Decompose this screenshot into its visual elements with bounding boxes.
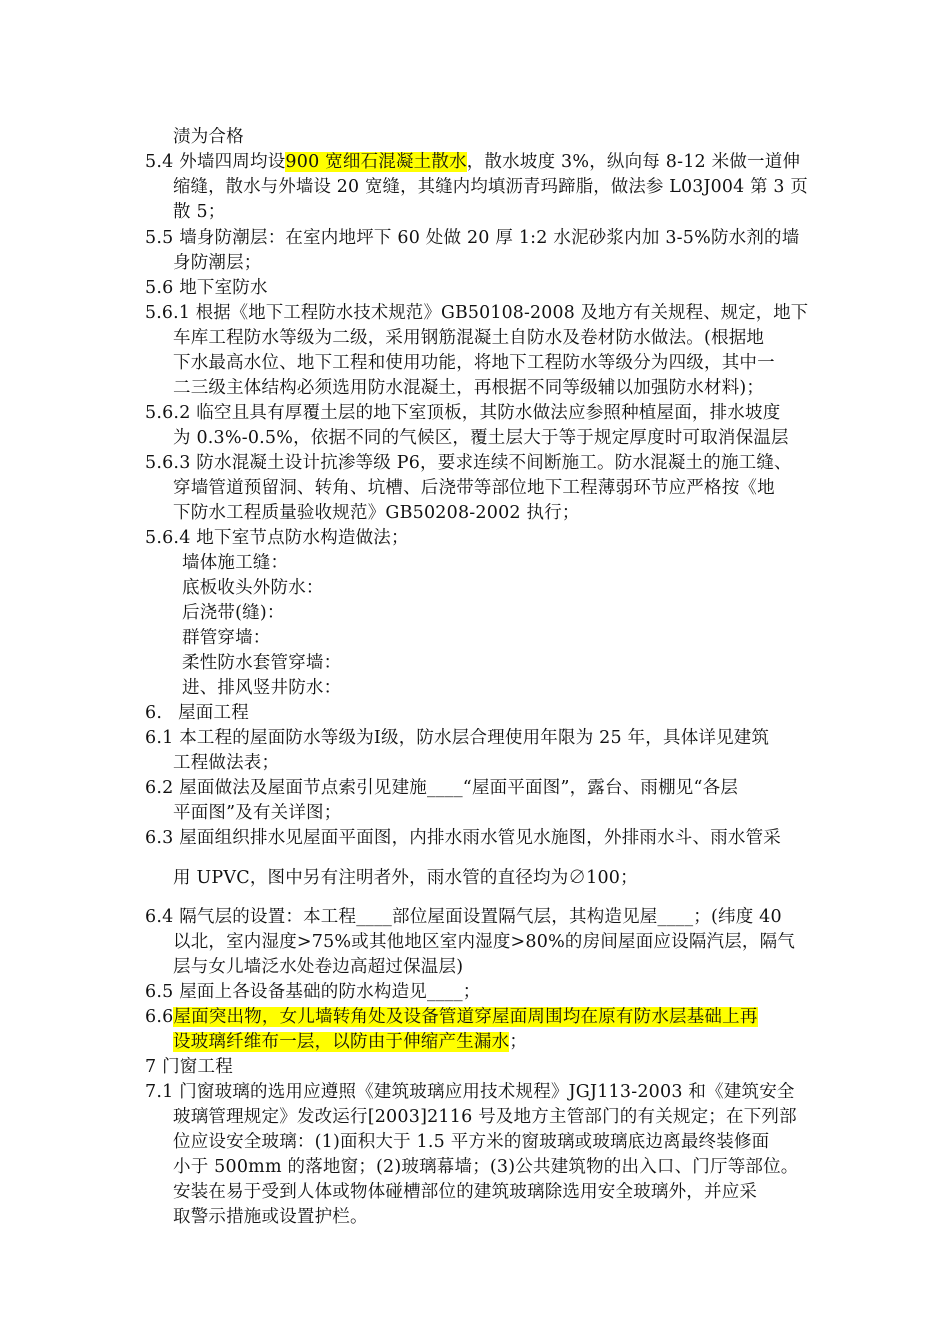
highlighted-text: 900 宽细石混凝土散水 bbox=[285, 152, 467, 172]
text-line bbox=[145, 905, 782, 929]
text-run: 取警示措施或设置护栏。 bbox=[173, 1207, 368, 1227]
text-run: 6.2 屋面做法及屋面节点索引见建施____“屋面平面图”，露台、雨棚见“各层 bbox=[145, 778, 739, 798]
list-item bbox=[182, 626, 271, 650]
list-item bbox=[182, 576, 324, 600]
text-line bbox=[173, 326, 764, 350]
text-line bbox=[145, 451, 792, 475]
text-run: 5.5 墙身防潮层：在室内地坪下 60 处做 20 厚 1:2 水泥砂浆内加 3-5%防水剂的墙 bbox=[145, 228, 800, 248]
text-run: 5.6.3 防水混凝土设计抗渗等级 P6，要求连续不间断施工。防水混凝土的施工缝、 bbox=[145, 453, 792, 473]
text-line bbox=[173, 751, 279, 775]
text-run: 柔性防水套管穿墙： bbox=[182, 653, 342, 673]
text-line bbox=[173, 426, 789, 450]
text-run: 散 5； bbox=[173, 202, 226, 222]
text-run: 进、排风竖井防水： bbox=[182, 678, 342, 698]
text-line bbox=[173, 125, 244, 149]
text-line bbox=[145, 526, 409, 550]
text-line bbox=[145, 776, 738, 800]
highlighted-text: 屋面突出物，女儿墙转角处及设备管道穿屋面周围均在原有防水层基础上再 bbox=[173, 1007, 758, 1027]
text-run: 6.4 隔气层的设置：本工程____部位屋面设置隔气层，其构造见屋____；(纬度 40 bbox=[145, 907, 782, 927]
text-run: 为 0.3%-0.5%，依据不同的气候区，覆土层大于等于规定厚度时可取消保温层 bbox=[173, 428, 789, 448]
text-line bbox=[173, 351, 775, 375]
text-line bbox=[173, 930, 795, 954]
list-item bbox=[182, 601, 285, 625]
text-run: 群管穿墙： bbox=[182, 628, 271, 648]
text-line bbox=[173, 175, 808, 199]
text-run: 身防潮层； bbox=[173, 253, 262, 273]
text-line bbox=[173, 1180, 757, 1204]
text-line bbox=[173, 1130, 769, 1154]
text-line bbox=[145, 401, 780, 425]
text-line bbox=[173, 251, 262, 275]
list-item bbox=[182, 676, 341, 700]
text-run: 下防水工程质量验收规范》GB50208-2002 执行； bbox=[173, 503, 580, 523]
text-line bbox=[173, 501, 580, 525]
text-line bbox=[145, 150, 800, 174]
text-line bbox=[145, 980, 481, 1004]
text-run: 安装在易于受到人体或物体碰槽部位的建筑玻璃除选用安全玻璃外，并应采 bbox=[173, 1182, 758, 1202]
text-run: 渍为合格 bbox=[173, 127, 244, 147]
text-run: 工程做法表； bbox=[173, 753, 280, 773]
text-line bbox=[173, 866, 638, 890]
text-run: ； bbox=[509, 1032, 528, 1052]
text-run: 用 UPVC，图中另有注明者外，雨水管的直径均为∅100； bbox=[173, 868, 638, 888]
text-run: 层与女儿墙泛水处卷边高超过保温层) bbox=[173, 957, 464, 977]
text-line bbox=[173, 476, 775, 500]
text-run: 小于 500mm 的落地窗；(2)玻璃幕墙；(3)公共建筑物的出入口、门厅等部位。 bbox=[173, 1157, 799, 1177]
text-line bbox=[173, 200, 226, 224]
text-line bbox=[145, 726, 769, 750]
section-number: 6. bbox=[145, 703, 163, 723]
text-run: 5.6 地下室防水 bbox=[145, 278, 268, 298]
text-line bbox=[173, 1030, 527, 1054]
highlighted-text: 设玻璃纤维布一层，以防由于伸缩产生漏水 bbox=[173, 1032, 510, 1052]
section-title: 屋面工程 bbox=[178, 703, 249, 723]
text-line bbox=[145, 1080, 795, 1104]
section-heading bbox=[145, 701, 249, 725]
text-run: 车库工程防水等级为二级，采用钢筋混凝土自防水及卷材防水做法。(根据地 bbox=[173, 328, 765, 348]
text-run: 墙体施工缝： bbox=[182, 553, 289, 573]
text-line bbox=[173, 1155, 799, 1179]
text-run: 7.1 门窗玻璃的选用应遵照《建筑玻璃应用技术规程》JGJ113-2003 和《建筑安全 bbox=[145, 1082, 795, 1102]
text-run: 玻璃管理规定》发改运行[2003]2116 号及地方主管部门的有关规定；在下列部 bbox=[173, 1107, 797, 1127]
text-run: 位应设安全玻璃：(1)面积大于 1.5 平方米的窗玻璃或玻璃底边离最终装修面 bbox=[173, 1132, 770, 1152]
text-run: 平面图”及有关详图； bbox=[173, 803, 342, 823]
text-run: 5.6.1 根据《地下工程防水技术规范》GB50108-2008 及地方有关规程、规定，地下 bbox=[145, 303, 809, 323]
text-run: 下水最高水位、地下工程和使用功能，将地下工程防水等级分为四级，其中一 bbox=[173, 353, 775, 373]
text-run: 二三级主体结构必须选用防水混凝土，再根据不同等级辅以加强防水材料)； bbox=[173, 378, 765, 398]
text-run: 6.6 bbox=[145, 1007, 174, 1027]
section-heading bbox=[145, 276, 268, 300]
text-run: 6.5 屋面上各设备基础的防水构造见____； bbox=[145, 982, 481, 1002]
section-heading bbox=[145, 1055, 233, 1079]
text-run: 缩缝，散水与外墙设 20 宽缝，其缝内均填沥青玛蹄脂，做法参 L03J004 第 3 页 bbox=[173, 177, 808, 197]
text-line bbox=[173, 1205, 368, 1229]
text-line bbox=[145, 226, 799, 250]
text-line bbox=[145, 301, 808, 325]
text-line bbox=[173, 801, 341, 825]
text-line bbox=[173, 1105, 797, 1129]
text-run: 5.6.4 地下室节点防水构造做法； bbox=[145, 528, 409, 548]
list-item bbox=[182, 651, 341, 675]
text-line bbox=[173, 376, 764, 400]
text-run: 穿墙管道预留洞、转角、坑槽、后浇带等部位地下工程薄弱环节应严格按《地 bbox=[173, 478, 775, 498]
text-line bbox=[173, 955, 463, 979]
text-line bbox=[145, 1005, 758, 1029]
text-run: ，散水坡度 3%，纵向每 8-12 米做一道伸 bbox=[466, 152, 801, 172]
text-run: 底板收头外防水： bbox=[182, 578, 324, 598]
text-run: 7 门窗工程 bbox=[145, 1057, 233, 1077]
text-run: 5.4 外墙四周均设 bbox=[145, 152, 286, 172]
text-run: 6.1 本工程的屋面防水等级为Ⅰ级，防水层合理使用年限为 25 年，具体详见建筑 bbox=[145, 728, 770, 748]
list-item bbox=[182, 551, 288, 575]
text-run: 5.6.2 临空且具有厚覆土层的地下室顶板，其防水做法应参照种植屋面，排水坡度 bbox=[145, 403, 781, 423]
text-run: 以北，室内湿度>75%或其他地区室内湿度>80%的房间屋面应设隔汽层，隔气 bbox=[173, 932, 796, 952]
text-run: 后浇带(缝)： bbox=[182, 603, 285, 623]
text-line bbox=[145, 826, 781, 850]
text-run: 6.3 屋面组织排水见屋面平面图，内排水雨水管见水施图，外排雨水斗、雨水管采 bbox=[145, 828, 781, 848]
